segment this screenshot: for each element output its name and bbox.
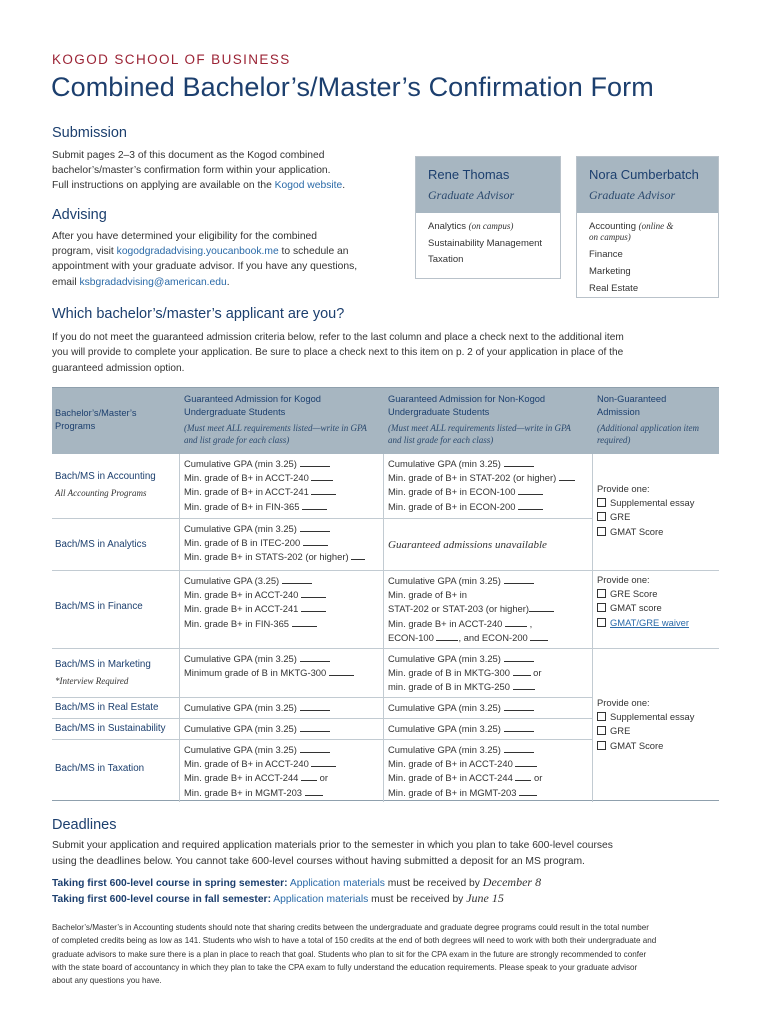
advisor-card-rene-thomas — [415, 156, 561, 279]
header-line: Programs — [55, 421, 96, 431]
deadline-line: using the deadlines below. You cannot take 600-level courses without having submitted a deposit for an MS program. — [52, 855, 585, 867]
program-label: Bach/MS in Marketing — [55, 659, 151, 670]
header-line: Non-Guaranteed — [597, 394, 667, 404]
requirement-line — [184, 536, 365, 550]
table-header — [52, 388, 719, 454]
requirement-text: Cumulative GPA (min 3.25) — [388, 458, 501, 469]
gpa-blank[interactable] — [504, 744, 534, 753]
program-name — [55, 658, 151, 688]
deadline-fall — [52, 891, 742, 908]
header-sub-line: and list grade for each class) — [388, 435, 494, 445]
grade-blank[interactable] — [559, 472, 575, 481]
page-title: Combined Bachelor’s/Master’s Confirmation Form — [51, 72, 654, 102]
option-gre[interactable] — [597, 510, 694, 524]
gpa-blank[interactable] — [504, 723, 534, 732]
requirement-text: Min. grade of B+ in — [388, 589, 467, 601]
header-line: Guaranteed Admission for Kogod — [184, 394, 321, 404]
requirement-line — [184, 757, 336, 771]
requirement-line — [388, 574, 554, 588]
or-text: or — [534, 772, 543, 784]
option-group-label: Provide one: — [597, 697, 650, 708]
requirement-text: Min. grade of B+ in ACCT-240 — [388, 758, 513, 770]
grade-blank[interactable] — [515, 772, 531, 781]
grade-blank[interactable] — [292, 618, 317, 627]
grade-blank[interactable] — [529, 603, 554, 612]
header-programs — [55, 407, 136, 433]
advisor-card-nora-cumberbatch — [576, 156, 719, 298]
guaranteed-unavailable: Guaranteed admissions unavailable — [388, 539, 547, 551]
header-kogod — [184, 393, 384, 446]
requirement-text: STAT-202 or STAT-203 (or higher) — [388, 603, 530, 615]
deadline-line: Submit your application and required application materials prior to the semester in which you plan to take 600-level courses — [52, 840, 613, 851]
checkbox[interactable] — [597, 741, 606, 750]
checkbox[interactable] — [597, 589, 606, 598]
instruction-line: you will provide to complete your application. Be sure to place a check next to this item on p. 2 of your application in place of the — [52, 347, 624, 359]
non-kogod-requirements — [388, 701, 534, 715]
requirement-line — [388, 500, 575, 514]
requirement-line — [184, 602, 326, 616]
gpa-blank[interactable] — [300, 702, 330, 711]
accounting-footnote — [52, 921, 752, 987]
grade-blank[interactable] — [301, 772, 317, 781]
requirement-line — [388, 771, 542, 785]
requirement-text: Cumulative GPA (min 3.25) — [388, 575, 501, 586]
requirement-text: Min. grade of B+ in ACCT-241 — [184, 486, 309, 498]
gpa-blank[interactable] — [300, 744, 330, 753]
option-label: Supplemental essay — [610, 497, 695, 509]
header-non-guaranteed — [597, 393, 717, 446]
grade-blank[interactable] — [505, 618, 527, 627]
checkbox[interactable] — [597, 498, 606, 507]
submission-line — [52, 178, 402, 193]
requirement-line — [388, 666, 542, 680]
program-note: (on campus) — [468, 221, 514, 231]
advisor-card-header — [416, 157, 560, 213]
footnote-line: about any questions you have. — [52, 976, 162, 986]
requirement-line — [184, 786, 336, 800]
header-sub-line: (Additional application item — [597, 423, 699, 433]
requirement-text: Cumulative GPA (min 3.25) — [388, 653, 501, 664]
option-label: GRE — [610, 725, 631, 737]
submission-text — [52, 148, 402, 194]
advising-line: After you have determined your eligibility for the combined — [52, 231, 317, 242]
grade-blank[interactable] — [301, 589, 326, 598]
non-kogod-requirements — [388, 574, 554, 645]
checkbox[interactable] — [597, 712, 606, 721]
advising-heading: Advising — [52, 207, 107, 223]
non-kogod-requirements — [388, 722, 534, 736]
grade-blank[interactable] — [329, 667, 354, 676]
deadline-date: June 15 — [466, 891, 504, 905]
requirement-text: Min. grade of B+ in STAT-202 (or higher) — [388, 472, 557, 484]
program-label: Bach/MS in Sustainability — [55, 723, 166, 734]
requirement-line — [388, 588, 554, 602]
requirement-text: Cumulative GPA (min 3.25) — [184, 458, 297, 469]
kogod-requirements — [184, 743, 336, 800]
footnote-line: graduate advisors to make sure there is a plan in place to reach that goal. Students who plan to sit for the CPA exam in the future are strongly recommended to confer — [52, 949, 647, 959]
non-kogod-requirements — [388, 457, 575, 514]
header-line: Guaranteed Admission for Non-Kogod — [388, 394, 546, 404]
requirement-line — [184, 652, 354, 666]
deadline-label: Taking first 600-level course in spring semester: — [52, 878, 288, 889]
advisor-program-item — [428, 221, 548, 232]
grade-blank[interactable] — [303, 537, 328, 546]
deadline-text: must be received by — [368, 894, 467, 905]
requirement-text: min. grade of B in MKTG-250 — [388, 681, 510, 693]
requirement-line — [388, 617, 554, 631]
requirement-text: Minimum grade of B in MKTG-300 — [184, 667, 327, 679]
advisor-program-item — [589, 221, 706, 243]
grade-blank[interactable] — [513, 667, 531, 676]
gmat-gre-waiver-link[interactable]: GMAT/GRE waiver — [610, 616, 689, 628]
period: . — [226, 276, 230, 288]
grade-blank[interactable] — [519, 787, 537, 796]
grade-blank[interactable] — [518, 501, 543, 510]
instruction-line: guaranteed admission option. — [52, 362, 185, 374]
header-non-kogod — [388, 393, 593, 446]
option-gre-score[interactable] — [597, 587, 689, 601]
requirement-text: Min. grade B+ in ACCT-240 — [388, 617, 503, 629]
requirement-line — [184, 457, 336, 471]
program-note: on campus) — [589, 232, 631, 242]
option-group-1 — [597, 482, 694, 539]
requirement-text: Min. grade B+ in STATS-202 (or higher) — [184, 551, 349, 563]
checkbox[interactable] — [597, 512, 606, 521]
requirement-text: Min. grade of B+ in ACCT-240 — [184, 472, 309, 484]
submission-line: bachelor’s/master’s confirmation form within your application. — [52, 165, 331, 177]
gpa-blank[interactable] — [504, 458, 534, 467]
or-text: or — [319, 772, 328, 784]
program-label: Real Estate — [589, 283, 639, 294]
program-name — [55, 600, 143, 614]
requirement-line — [184, 617, 326, 631]
advising-text-span: to schedule an — [278, 246, 349, 258]
footnote-line: of completed credits being as low as 141. Students who wish to have a total of 150 credits at the end of both degrees will need to work with both their undergraduate and — [52, 936, 657, 946]
program-label: Marketing — [589, 266, 631, 277]
deadline-date: December 8 — [482, 875, 542, 889]
advising-line — [52, 244, 407, 259]
requirement-line — [184, 500, 336, 514]
grade-blank[interactable] — [311, 758, 336, 767]
option-group-3 — [597, 696, 694, 753]
header-line: Undergraduate Students — [184, 407, 286, 417]
option-label: GMAT Score — [610, 739, 664, 751]
requirement-text: Min. grade of B in ITEC-200 — [184, 537, 301, 549]
requirement-line — [388, 471, 575, 485]
checkbox[interactable] — [597, 618, 606, 627]
option-label: GMAT score — [610, 602, 662, 614]
deadlines-text — [52, 838, 742, 869]
requirement-line — [388, 757, 542, 771]
grade-blank[interactable] — [305, 787, 323, 796]
kogod-requirements — [184, 457, 336, 514]
advising-text-span: program, visit — [52, 246, 117, 258]
or-text: or — [533, 667, 542, 679]
gpa-blank[interactable] — [282, 575, 312, 584]
period: . — [342, 180, 346, 192]
requirement-line — [184, 471, 336, 485]
grade-blank[interactable] — [301, 603, 326, 612]
gpa-blank[interactable] — [300, 458, 330, 467]
option-label: GRE — [610, 511, 631, 523]
advising-line — [52, 275, 407, 290]
advisor-program-item — [589, 249, 706, 260]
grade-blank[interactable] — [302, 501, 327, 510]
grade-blank[interactable] — [351, 551, 365, 560]
program-label: Bach/MS in Finance — [55, 601, 143, 612]
option-supplemental-essay[interactable] — [597, 496, 694, 510]
requirement-text: Cumulative GPA (min 3.25) — [184, 744, 297, 755]
requirements-table — [52, 387, 719, 801]
header-sub — [388, 422, 593, 446]
requirement-text: ECON-100 — [388, 631, 434, 643]
program-label: Bach/MS in Real Estate — [55, 702, 159, 713]
grade-blank[interactable] — [513, 681, 535, 690]
non-kogod-requirements — [388, 743, 542, 800]
requirement-text: Min. grade B+ in ACCT-244 — [184, 772, 299, 784]
applicant-instructions — [52, 330, 732, 376]
requirement-text: Min. grade of B+ in ACCT-244 — [388, 772, 513, 784]
requirement-text: Min. grade B+ in MGMT-203 — [184, 786, 303, 798]
requirement-line — [184, 550, 365, 564]
kogod-requirements — [184, 574, 326, 631]
grade-blank[interactable] — [530, 632, 548, 641]
option-gmat-score[interactable] — [597, 739, 694, 753]
gpa-blank[interactable] — [504, 702, 534, 711]
advising-text — [52, 229, 407, 290]
requirement-line — [388, 631, 554, 645]
option-gmat-gre-waiver[interactable] — [597, 616, 689, 630]
option-group-2 — [597, 573, 689, 630]
advisor-programs — [416, 213, 560, 265]
requirement-line — [388, 743, 542, 757]
program-label: Bach/MS in Taxation — [55, 763, 145, 774]
deadline-text: must be received by — [384, 878, 483, 889]
requirement-line — [388, 457, 575, 471]
header-sub-line: (Must meet ALL requirements listed—write in GPA — [388, 423, 571, 433]
school-name: KOGOD SCHOOL OF BUSINESS — [52, 52, 291, 67]
grade-blank[interactable] — [311, 486, 336, 495]
requirement-text: Cumulative GPA (3.25) — [184, 575, 280, 586]
requirement-text: Cumulative GPA (min 3.25) — [388, 744, 501, 755]
program-note: All Accounting Programs — [55, 488, 147, 499]
instruction-line: If you do not meet the guaranteed admission criteria below, refer to the last column and place a check next to the additional item — [52, 332, 624, 343]
kogod-requirements — [184, 722, 330, 736]
requirement-text: Cumulative GPA (min 3.25) — [388, 702, 501, 713]
program-label: Accounting — [589, 221, 637, 232]
program-label: Taxation — [428, 254, 464, 265]
header-line: Undergraduate Students — [388, 407, 490, 417]
option-supplemental-essay[interactable] — [597, 710, 694, 724]
program-label: Analytics — [428, 221, 467, 232]
advisor-program-item — [589, 283, 706, 294]
requirement-line — [184, 522, 365, 536]
advisor-name: Nora Cumberbatch — [589, 167, 699, 182]
advising-line: appointment with your graduate advisor. If you have any questions, — [52, 261, 358, 273]
header-sub-line: required) — [597, 435, 631, 445]
requirement-line — [184, 743, 336, 757]
program-label: Sustainability Management — [428, 237, 543, 249]
requirement-line — [388, 680, 542, 694]
header-sub-line: and list grade for each class) — [184, 435, 290, 445]
program-note: *Interview Required — [55, 676, 129, 687]
requirement-text: Cumulative GPA (min 3.25) — [184, 653, 297, 664]
requirement-line — [388, 652, 542, 666]
applicant-heading: Which bachelor’s/master’s applicant are you? — [52, 306, 345, 322]
option-label: Supplemental essay — [610, 711, 695, 723]
requirement-text: Min. grade of B+ in FIN-365 — [184, 500, 300, 512]
program-name — [55, 701, 158, 715]
grade-blank[interactable] — [518, 486, 543, 495]
kogod-requirements — [184, 701, 330, 715]
group-divider — [593, 570, 719, 571]
advisor-program-item — [589, 266, 706, 277]
checkbox[interactable] — [597, 603, 606, 612]
submission-heading: Submission — [52, 125, 127, 141]
requirement-line — [388, 786, 542, 800]
non-kogod-requirements — [388, 652, 542, 695]
submission-line: Submit pages 2–3 of this document as the Kogod combined — [52, 150, 325, 161]
advising-email-link[interactable]: ksbgradadvising@american.edu — [79, 276, 227, 288]
comma: , — [529, 617, 533, 629]
advisor-program-item — [428, 254, 548, 265]
option-gmat-score[interactable] — [597, 525, 694, 539]
program-note: (online & — [638, 221, 674, 231]
grade-blank[interactable] — [515, 758, 537, 767]
requirement-text: Min. grade of B+ in ECON-200 — [388, 500, 516, 512]
kogod-website-link[interactable]: Kogod website — [274, 180, 343, 192]
requirement-text: Cumulative GPA (min 3.25) — [184, 723, 297, 734]
requirement-line — [184, 588, 326, 602]
advising-text-span: email — [52, 276, 80, 288]
requirement-text: Min. grade of B+ in ECON-100 — [388, 486, 516, 498]
requirement-text: Min. grade B+ in FIN-365 — [184, 617, 289, 629]
grade-blank[interactable] — [311, 472, 333, 481]
requirement-text: Min. grade of B in MKTG-300 — [388, 667, 510, 679]
option-gre[interactable] — [597, 724, 694, 738]
gpa-blank[interactable] — [300, 723, 330, 732]
program-name — [55, 470, 156, 500]
gpa-blank[interactable] — [300, 653, 330, 662]
requirement-line — [184, 574, 326, 588]
header-sub — [184, 422, 384, 446]
requirement-text: Cumulative GPA (min 3.25) — [184, 523, 297, 534]
deadline-spring — [52, 875, 742, 892]
requirement-line — [184, 485, 336, 499]
requirement-text: Cumulative GPA (min 3.25) — [184, 702, 297, 713]
grade-blank[interactable] — [436, 632, 458, 641]
requirement-line — [388, 602, 554, 616]
gpa-blank[interactable] — [300, 523, 330, 532]
gpa-blank[interactable] — [504, 653, 534, 662]
kogod-requirements — [184, 652, 354, 680]
option-group-label: Provide one: — [597, 574, 650, 585]
option-gmat-score[interactable] — [597, 601, 689, 615]
submission-text-span: Full instructions on applying are available on the — [52, 180, 275, 192]
program-label: Finance — [589, 249, 623, 260]
footnote-line: with the state board of accountancy in which they plan to take the CPA exam to fully understand the education requirements. Please speak to your graduate advisor — [52, 962, 638, 972]
advisor-role: Graduate Advisor — [428, 188, 515, 202]
program-name — [55, 762, 144, 776]
group-divider — [593, 648, 719, 649]
application-materials-link[interactable]: Application materials — [273, 894, 369, 905]
advisor-role: Graduate Advisor — [589, 188, 676, 202]
requirement-line — [388, 485, 575, 499]
program-label: Bach/MS in Analytics — [55, 539, 147, 550]
requirement-text: Min. grade B+ in ACCT-240 — [184, 589, 299, 601]
requirement-text: Min. grade of B+ in MGMT-203 — [388, 786, 517, 798]
requirement-text: , and ECON-200 — [458, 631, 528, 643]
table-row-marketing — [52, 648, 719, 697]
requirement-text: Min. grade of B+ in ACCT-240 — [184, 758, 309, 770]
requirement-text: Cumulative GPA (min 3.25) — [388, 723, 501, 734]
deadlines-heading: Deadlines — [52, 817, 117, 833]
header-line: Bachelor’s/Master’s — [55, 408, 137, 418]
footnote-line: Bachelor’s/Master’s in Accounting students should note that sharing credits between the undergraduate and graduate degree programs could result in the total number — [52, 923, 649, 932]
header-line: Admission — [597, 407, 640, 417]
program-name — [55, 538, 146, 552]
header-sub — [597, 422, 717, 446]
requirement-line — [184, 666, 354, 680]
program-name — [55, 722, 166, 736]
header-sub-line: (Must meet ALL requirements listed—write in GPA — [184, 423, 367, 433]
youcanbook-link[interactable]: kogodgradadvising.youcanbook.me — [116, 246, 279, 258]
option-label: GRE Score — [610, 588, 658, 600]
requirement-line — [184, 771, 336, 785]
application-materials-link[interactable]: Application materials — [289, 878, 385, 889]
program-label: Bach/MS in Accounting — [55, 471, 156, 482]
option-group-label: Provide one: — [597, 483, 650, 494]
deadline-label: Taking first 600-level course in fall semester: — [52, 894, 271, 905]
checkbox[interactable] — [597, 726, 606, 735]
advisor-name: Rene Thomas — [428, 167, 510, 182]
kogod-requirements — [184, 522, 365, 565]
checkbox[interactable] — [597, 527, 606, 536]
advisor-programs — [577, 213, 718, 294]
advisor-card-header — [577, 157, 718, 213]
advisor-program-item — [428, 238, 548, 249]
requirement-text: Min. grade B+ in ACCT-241 — [184, 603, 299, 615]
option-label: GMAT Score — [610, 525, 664, 537]
gpa-blank[interactable] — [504, 575, 534, 584]
